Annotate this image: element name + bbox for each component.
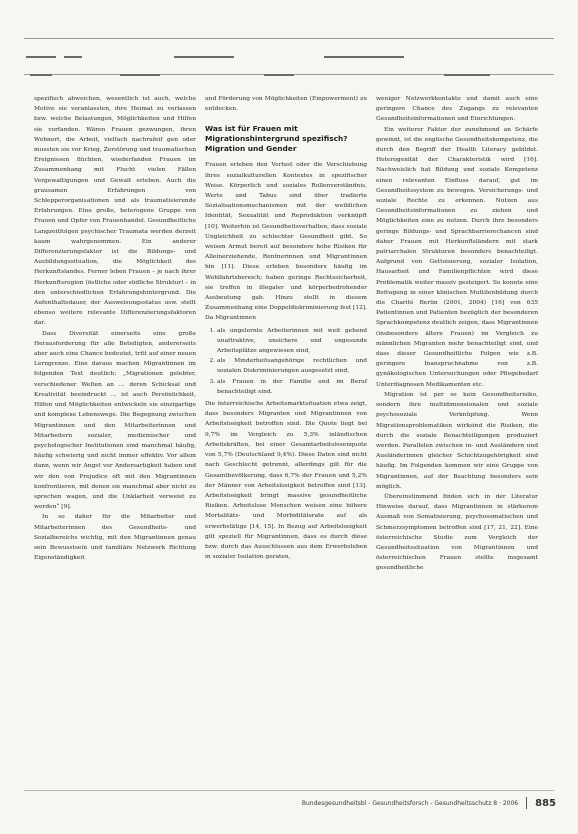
running-header xyxy=(24,38,554,88)
footer-separator xyxy=(526,797,527,809)
body-paragraph: Migration ist per se kein Gesundheitsrisiko, sondern ihre multidimensionalen und soziale psychosoziale Verknüpfung. Wenn Migrationsproblematiken wirksind die Risiken, die durch die soziale Benachteiligungen produziert werden. Parallelen zwischen in- und Ausländern und Ausländerinnen gleicher Schichtzugehörigkeit sind häufig. Im Folgenden kommen wir eine Gruppe von Migrantinnen, auf der Beachtung besonders sein möglich. xyxy=(376,391,538,490)
body-paragraph: In so daher für die Mitarbeiter und Mitarbeiterinnen des Gesundheits- und Sozialbereichs wichtig, mit den Migrantinnen genau sein Bewusstsein und familiäre Netzwerk Richtung Eigenständigkeit xyxy=(34,514,196,562)
body-paragraph: und Förderung von Möglichkeiten (Empowerment) zu entdecken. xyxy=(205,96,367,113)
body-paragraph: Übereinstimmend finden sich in der Literatur Hinweise darauf, dass Migrantinnen in stärkerem Ausmaß von Somatisierung, psychosomatischen und Schmerzsymptomen betroffen sind [17, 21, 22]. Eine österreichische Studie zum Vergleich der Gesundheitssituation von Migrantinnen und österreichischen Frauen stellte insgesamt gesundheitliche xyxy=(376,493,538,572)
list-item: 3. als Frauen in der Familie und im Beruf benachteiligt sind. xyxy=(217,377,367,397)
header-rule-top xyxy=(24,38,554,39)
numbered-list xyxy=(205,326,367,397)
header-mark xyxy=(324,56,404,58)
column-left xyxy=(34,94,196,563)
body-paragraph: spezifisch abweichen, wesentlich ist auch, welche Motive sie veranlassten, ihre Heimat zu verlassen bzw. welche Belastungen, Möglichkeiten und Hilfen sie vorfanden. Wären Frauen gezwungen, ihren Wohnort, die Arbeit, vielfach nachrufeif gen oder mussten sie vor Krieg, Zerstörung und traumatischen Ereignissen flüchten, wiederfanden Frauen im Zusammenhang mit Flucht vielen Fällen Vergewaltigungen und Gewalt erleben. Auch die grausamen Erfahrungen von Schlepperorganisationen und als traumatisierende Erfahrungen. Eine große, heterogene Gruppe von Frauen und Opfer von Frauenhandel. Gesundheitliche Langzeitfolgen psychischer Traumata werden derzeit kaum wahrgenommen. Ein anderer Differenzierungsfaktor ist die Bildungs- und Ausbildungssituation, die Möglichkeit des Herkunftslandes. Ferner leben Frauen – je nach ihrer Herkunftsregion (östliche oder südliche Struktur) – in den unterschiedlichen Erfahrungshintergrund. Die Aufenthaltsdauer, der Ausweisungsstatus usw. stellt ebenso weitere relevante Differenzierungsfaktoren dar. xyxy=(34,96,197,327)
column-right xyxy=(376,94,538,574)
header-mark xyxy=(30,74,52,76)
body-paragraph: Frauen erleben den Verlust oder die Verschiebung ihres sozialkulturellen Kontextes in spezifischer Weise. Körperlich und soziales Rollenverständnis, Werte und Tabus sind über tradierte Sozialisationsmechanismen mit der weiblichen Identität, Sexualität und Reproduktion verknüpft [10]. Weiterhin ist Gesundheitsverhalten, dass soziale Ungleichheit zu schlechter Gesundheit gibt. So weisen Armut bereit auf besondere hohe Risiken für Alleinerziehende, Rentnerinnen und Migrantinnen hin [11]. Diese erleben besonders häufig im Wohlfahrtsbereich; haben geringe Rechtssicherheit, sie treffen in illegaler und körperbedrohender Ausbeutung gab. Hinzu stellt in diesem Zusammenhang eine Doppeldiskriminierung fest [12]. Da Migrantinnen xyxy=(205,162,367,322)
header-mark xyxy=(444,74,490,76)
header-mark xyxy=(264,74,294,76)
column-middle xyxy=(205,94,367,562)
journal-citation: Bundesgesundheitsbl - Gesundheitsforsch - Gesundheitsschutz 8 · 2006 xyxy=(301,799,519,807)
page-footer xyxy=(302,797,556,809)
header-mark xyxy=(174,56,234,58)
list-item: 2. als Minderheitsangehörige rechtlichen und sozialen Diskriminierungen ausgesetzt sind, xyxy=(217,356,367,376)
body-paragraph: Die österreichische Arbeitsmarktsituation etwa zeigt, dass besonders Migranten und Migrantinnen von Arbeitslosigkeit betroffen sind. Die Quote liegt bei 9,7% im Vergleich zu 5,3% inländischen Arbeitskräften, bei einer Gesamtarbeitslosenquote von 5,7% (Deutschland 9,4%). Diese Daten sind nicht nach Geschlecht getrennt, allerdings gilt für die Gesamtbevölkerung, dass 6,7% der Frauen und 5,2% der Männer von Arbeitslosigkeit betroffen sind [13]. Arbeitslosigkeit bringt massive gesundheitliche Risiken. Arbeitslose Menschen weisen eine höhere Mortalitäts- und Morbiditätsrate auf als erwerbstätige [14, 15]. In Bezug auf Arbeitslosigkeit gilt speziell für Migrantinnen, dass es durch diese bzw. durch das Ausschlussen aus dem Erwerbsleben in sozialer Isolation geraten, xyxy=(205,401,367,561)
body-paragraph: weniger Netzwerkkontakte und damit auch eine geringere Chance des Zugangs zu relevanten Gesundheitsinformationen und Einrichtungen. xyxy=(376,96,538,123)
list-item: 1. als ungelernte Arbeiterinnen mit weit gehend unattraktive, unsichere und ungesunde Arbeitsplätze angewiesen sind, xyxy=(217,326,367,357)
section-heading: Was ist für Frauen mit Migrationshintergrund spezifisch? Migration und Gender xyxy=(205,124,348,154)
header-mark xyxy=(26,56,56,58)
header-mark xyxy=(64,56,82,58)
body-paragraph: Ein weiterer Faktor der zunehmend an Schärfe gewinnt, ist die englische Gesundheitskompetenz, die durch den Begriff der Health Literacy gebildet. Heterogenität der Charakteristik wird [16]. Nachweislich hat Bildung und soziale Kompetenz einen relevanten Einfluss darauf, gut im Gesundheitssystem zu bewegen. Versicherungs- und soziale Rechte zu erkennen. Nutzen aus Gesundheitsinformationen zu ziehen und Möglichkeiten eine zu nutzen. Durch ihre besonders geringe Bildungs- und Sprachbarrierechancen sind daher Frauen mit Herkunftsländern mit stark patriarchalen Strukturen besonders benachteiligt. Aufgrund von Gettoisierung, sozialer Isolation, Hausarbeit und Familienpflichten wird diese Problematik weiter massiv gesteigert. So konnte eine Befragung in einer klinischen Muttilenbildung durch die Charité Berlin (2001, 2004) [16] von 635 Patientinnen und Patienten bezüglich der besonderen Sprachkompetenz deutlich zeigen, dass Migrantinnen (insbesondere ältere Frauen) im Vergleich zu männlichen Migranten mehr benachteiligt sind, und dass dieser Gesundheitliche Folgen wie z.B. geringere Inanspruchnahme von z.B. gynäkologischen Untersuchungen oder Pflegebedarf Unterdiagnosen Medikamenten etc. xyxy=(376,126,538,388)
header-mark xyxy=(120,74,160,76)
footer-rule xyxy=(24,790,554,791)
body-paragraph: Dass Diversität einerseits eine große Herausforderung für alle Beteiligten, andererseits aber auch eine Chance bedeutet, tritt auf einer neuen Lerngrenze. Eine daraus machen Migrantinnen im folgenden Text deutlich: „Migrationen gelebter, verschiedener Welten an … deren Schicksal und Kreativität beeindruckt … ist auch Persönlichkeit, Hilfen und Möglichkeiten entwickeln sie einzigartige und komplexe Lebenswege. Die Begegnung zwischen Migrantinnen und den Mitarbeiterinnen und Mitarbeitern sozialer, medizinischer und psychologischer Institutionen sind manchmal häufig, häufig schwierig und nicht immer effektiv. Vor allem dann, wenn wir Angst vor Andersartigkeit haben und wir den von Prejudice oft mit den Migrantinnen konfrontieren, mit denen sie manchmal aber nicht zu sprechen wagen, und die Unklarheit verweist zu werden“ [9]. xyxy=(34,330,196,511)
page-number: 885 xyxy=(535,797,556,809)
